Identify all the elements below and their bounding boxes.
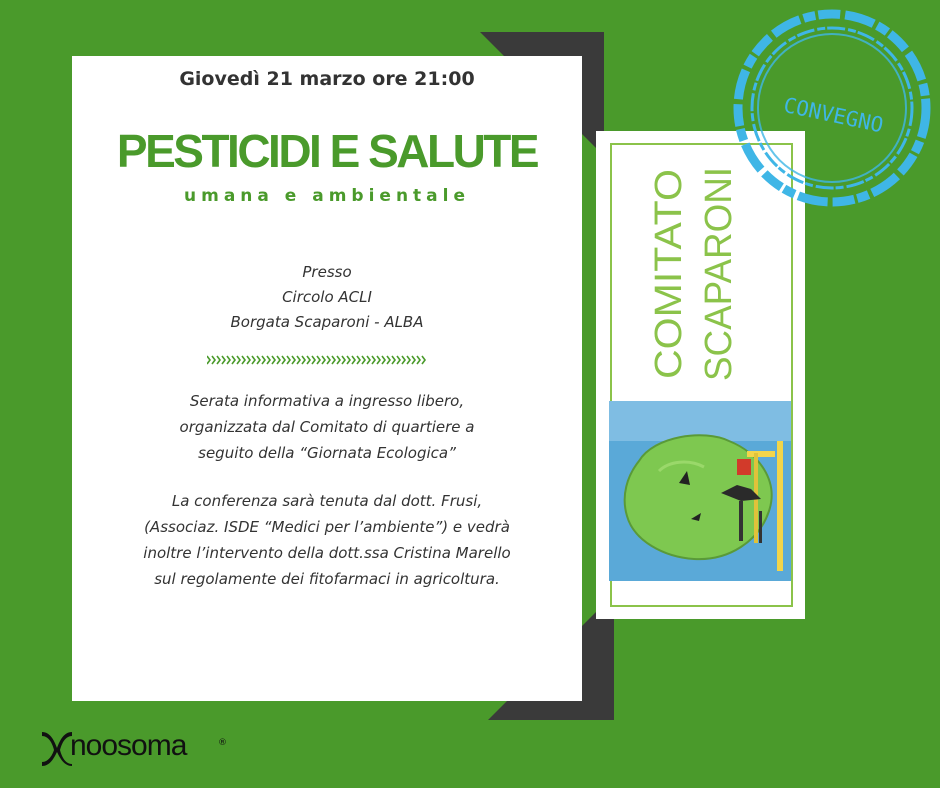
speakers-line: (Associaz. ISDE “Medici per l’ambiente”) e vedrà <box>144 518 510 536</box>
chevron-mark <box>257 356 260 364</box>
chevron-mark <box>222 356 225 364</box>
chevron-mark <box>352 356 355 364</box>
chevron-mark <box>247 356 250 364</box>
venue-line: Circolo ACLI <box>282 288 372 306</box>
chevron-mark <box>292 356 295 364</box>
chevron-mark <box>317 356 320 364</box>
chevron-mark <box>357 356 360 364</box>
chevron-mark <box>262 356 265 364</box>
chevron-mark <box>217 356 220 364</box>
chevron-mark <box>362 356 365 364</box>
chevron-mark <box>232 356 235 364</box>
chevron-mark <box>252 356 255 364</box>
logo-wordmark: noosoma <box>70 729 187 762</box>
event-venue <box>72 260 582 335</box>
chevron-mark <box>367 356 370 364</box>
chevron-mark <box>212 356 215 364</box>
chevron-mark <box>272 356 275 364</box>
chevron-mark <box>277 356 280 364</box>
chevron-mark <box>207 356 210 364</box>
chevron-mark <box>322 356 325 364</box>
chevron-mark <box>397 356 400 364</box>
chevron-mark <box>327 356 330 364</box>
chevron-mark <box>407 356 410 364</box>
chevron-mark <box>267 356 270 364</box>
event-description <box>72 388 582 466</box>
venue-line: Presso <box>302 263 352 281</box>
chevron-mark <box>227 356 230 364</box>
noosoma-logo <box>40 726 250 774</box>
chevron-mark <box>332 356 335 364</box>
chevron-mark <box>377 356 380 364</box>
event-speakers <box>72 488 582 592</box>
chevron-mark <box>372 356 375 364</box>
chevron-divider <box>207 354 427 366</box>
venue-line: Borgata Scaparoni - ALBA <box>230 313 424 331</box>
chevron-mark <box>237 356 240 364</box>
chevron-mark <box>387 356 390 364</box>
poster-line-2: SCAPARONI <box>698 159 740 381</box>
registered-mark: ® <box>218 738 227 748</box>
chevron-mark <box>287 356 290 364</box>
chevron-mark <box>342 356 345 364</box>
chevron-mark <box>382 356 385 364</box>
speakers-line: La conferenza sarà tenuta dal dott. Frusi, <box>171 492 483 510</box>
chevron-mark <box>412 356 415 364</box>
stamp-label: CONVEGNO <box>781 92 886 138</box>
noosoma-x-icon <box>40 730 74 768</box>
poster-line-1: COMITATO <box>648 184 690 379</box>
event-card <box>72 56 582 701</box>
chevron-mark <box>312 356 315 364</box>
description-line: seguito della “Giornata Ecologica” <box>198 444 456 462</box>
chevron-mark <box>337 356 340 364</box>
event-title: PESTICIDI E SALUTE <box>116 125 538 177</box>
chevron-mark <box>307 356 310 364</box>
convegno-stamp <box>728 4 936 212</box>
chevron-mark <box>347 356 350 364</box>
chevron-mark <box>282 356 285 364</box>
chevron-mark <box>302 356 305 364</box>
speakers-line: sul regolamente dei fitofarmaci in agricoltura. <box>154 570 500 588</box>
speakers-line: inoltre l’intervento della dott.ssa Cristina Marello <box>143 544 511 562</box>
chevron-mark <box>392 356 395 364</box>
chevron-mark <box>417 356 420 364</box>
chevron-mark <box>297 356 300 364</box>
event-date: Giovedì 21 marzo ore 21:00 <box>179 68 475 90</box>
chevron-mark <box>422 356 425 364</box>
description-line: Serata informativa a ingresso libero, <box>189 392 465 410</box>
island-illustration <box>609 401 791 581</box>
chevron-mark <box>242 356 245 364</box>
chevron-mark <box>402 356 405 364</box>
description-line: organizzata dal Comitato di quartiere a <box>179 418 475 436</box>
event-subtitle: umana e ambientale <box>184 186 470 206</box>
